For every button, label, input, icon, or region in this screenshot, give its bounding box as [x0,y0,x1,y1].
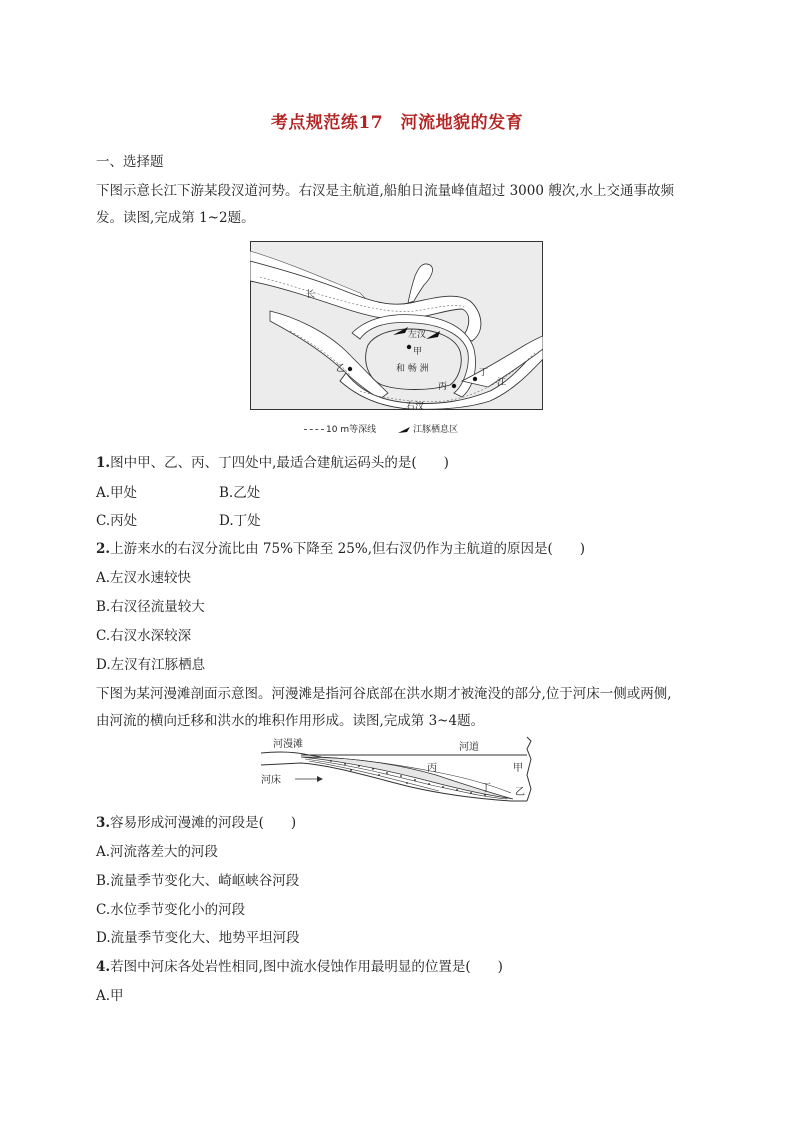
section-label-channel: 河道 [459,742,479,753]
floodplain-section-figure [261,735,535,803]
q1-option-c: C.丙处 [96,513,138,529]
map-label-chang: 长 [306,290,316,300]
section-label-bing: 丙 [427,763,437,774]
map-label-ding: 丁 [479,368,489,378]
q2-option-c: C.右汊水深较深 [96,628,192,644]
intro2-line1: 下图为某河漫滩剖面示意图。河漫滩是指河谷底部在洪水期才被淹没的部分,位于河床一侧或两侧, [96,686,672,702]
q3-option-c: C.水位季节变化小的河段 [96,902,246,918]
river-map-figure [250,241,543,410]
q2-option-d: D.左汊有江豚栖息 [96,657,206,673]
q3-option-d: D.流量季节变化大、地势平坦河段 [96,930,300,946]
map-legend [304,422,458,435]
q2-stem: 2.上游来水的右汊分流比由 75%下降至 25%,但右汊仍作为主航道的原因是( ) [96,541,586,557]
contour-legend-swatch [304,429,324,430]
map-label-yi: 乙 [336,364,346,374]
q3-option-a: A.河流落差大的河段 [96,844,219,860]
section-label-floodplain: 河漫滩 [273,739,303,750]
intro1-line2: 发。读图,完成第 1~2题。 [96,210,255,226]
legend-dolphin: 江豚栖息区 [412,425,458,435]
q1-option-d: D.丁处 [219,513,261,529]
q1-option-b: B.乙处 [219,485,261,501]
section-label-ding: 丁 [481,783,491,794]
section-label-bed: 河床 [261,775,281,786]
q3-option-b: B.流量季节变化大、崎岖峡谷河段 [96,873,300,889]
map-label-jia: 甲 [413,347,423,357]
map-label-bing: 丙 [438,382,448,392]
q2-option-a: A.左汊水速较快 [96,570,192,586]
q1-option-a: A.甲处 [96,485,138,501]
q4-option-a: A.甲 [96,988,124,1004]
q2-option-b: B.右汊径流量较大 [96,599,205,615]
section-heading: 一、选择题 [96,154,164,170]
map-label-island: 和 畅 洲 [396,364,429,374]
legend-contour: 10 m等深线 [326,425,377,435]
map-label-jiang: 江 [497,378,507,388]
map-label-youcha: 右汊 [406,402,425,410]
section-label-jia: 甲 [513,763,523,774]
intro2-line2: 由河流的横向迁移和洪水的堆积作用形成。读图,完成第 3~4题。 [96,713,485,729]
section-label-yi: 乙 [515,787,525,798]
q4-stem: 4.若图中河床各处岩性相同,图中流水侵蚀作用最明显的位置是( ) [96,959,503,975]
map-label-zuocha: 左汊 [408,330,427,340]
intro1-line1: 下图示意长江下游某段汊道河势。右汊是主航道,船舶日流量峰值超过 3000 艘次,水上交通事故频 [96,183,675,199]
q1-stem: 1.图中甲、乙、丙、丁四处中,最适合建航运码头的是( ) [96,455,449,471]
page-title: 考点规范练17 河流地貌的发育 [270,113,524,133]
q3-stem: 3.容易形成河漫滩的河段是( ) [96,815,297,831]
dolphin-icon [397,426,411,434]
